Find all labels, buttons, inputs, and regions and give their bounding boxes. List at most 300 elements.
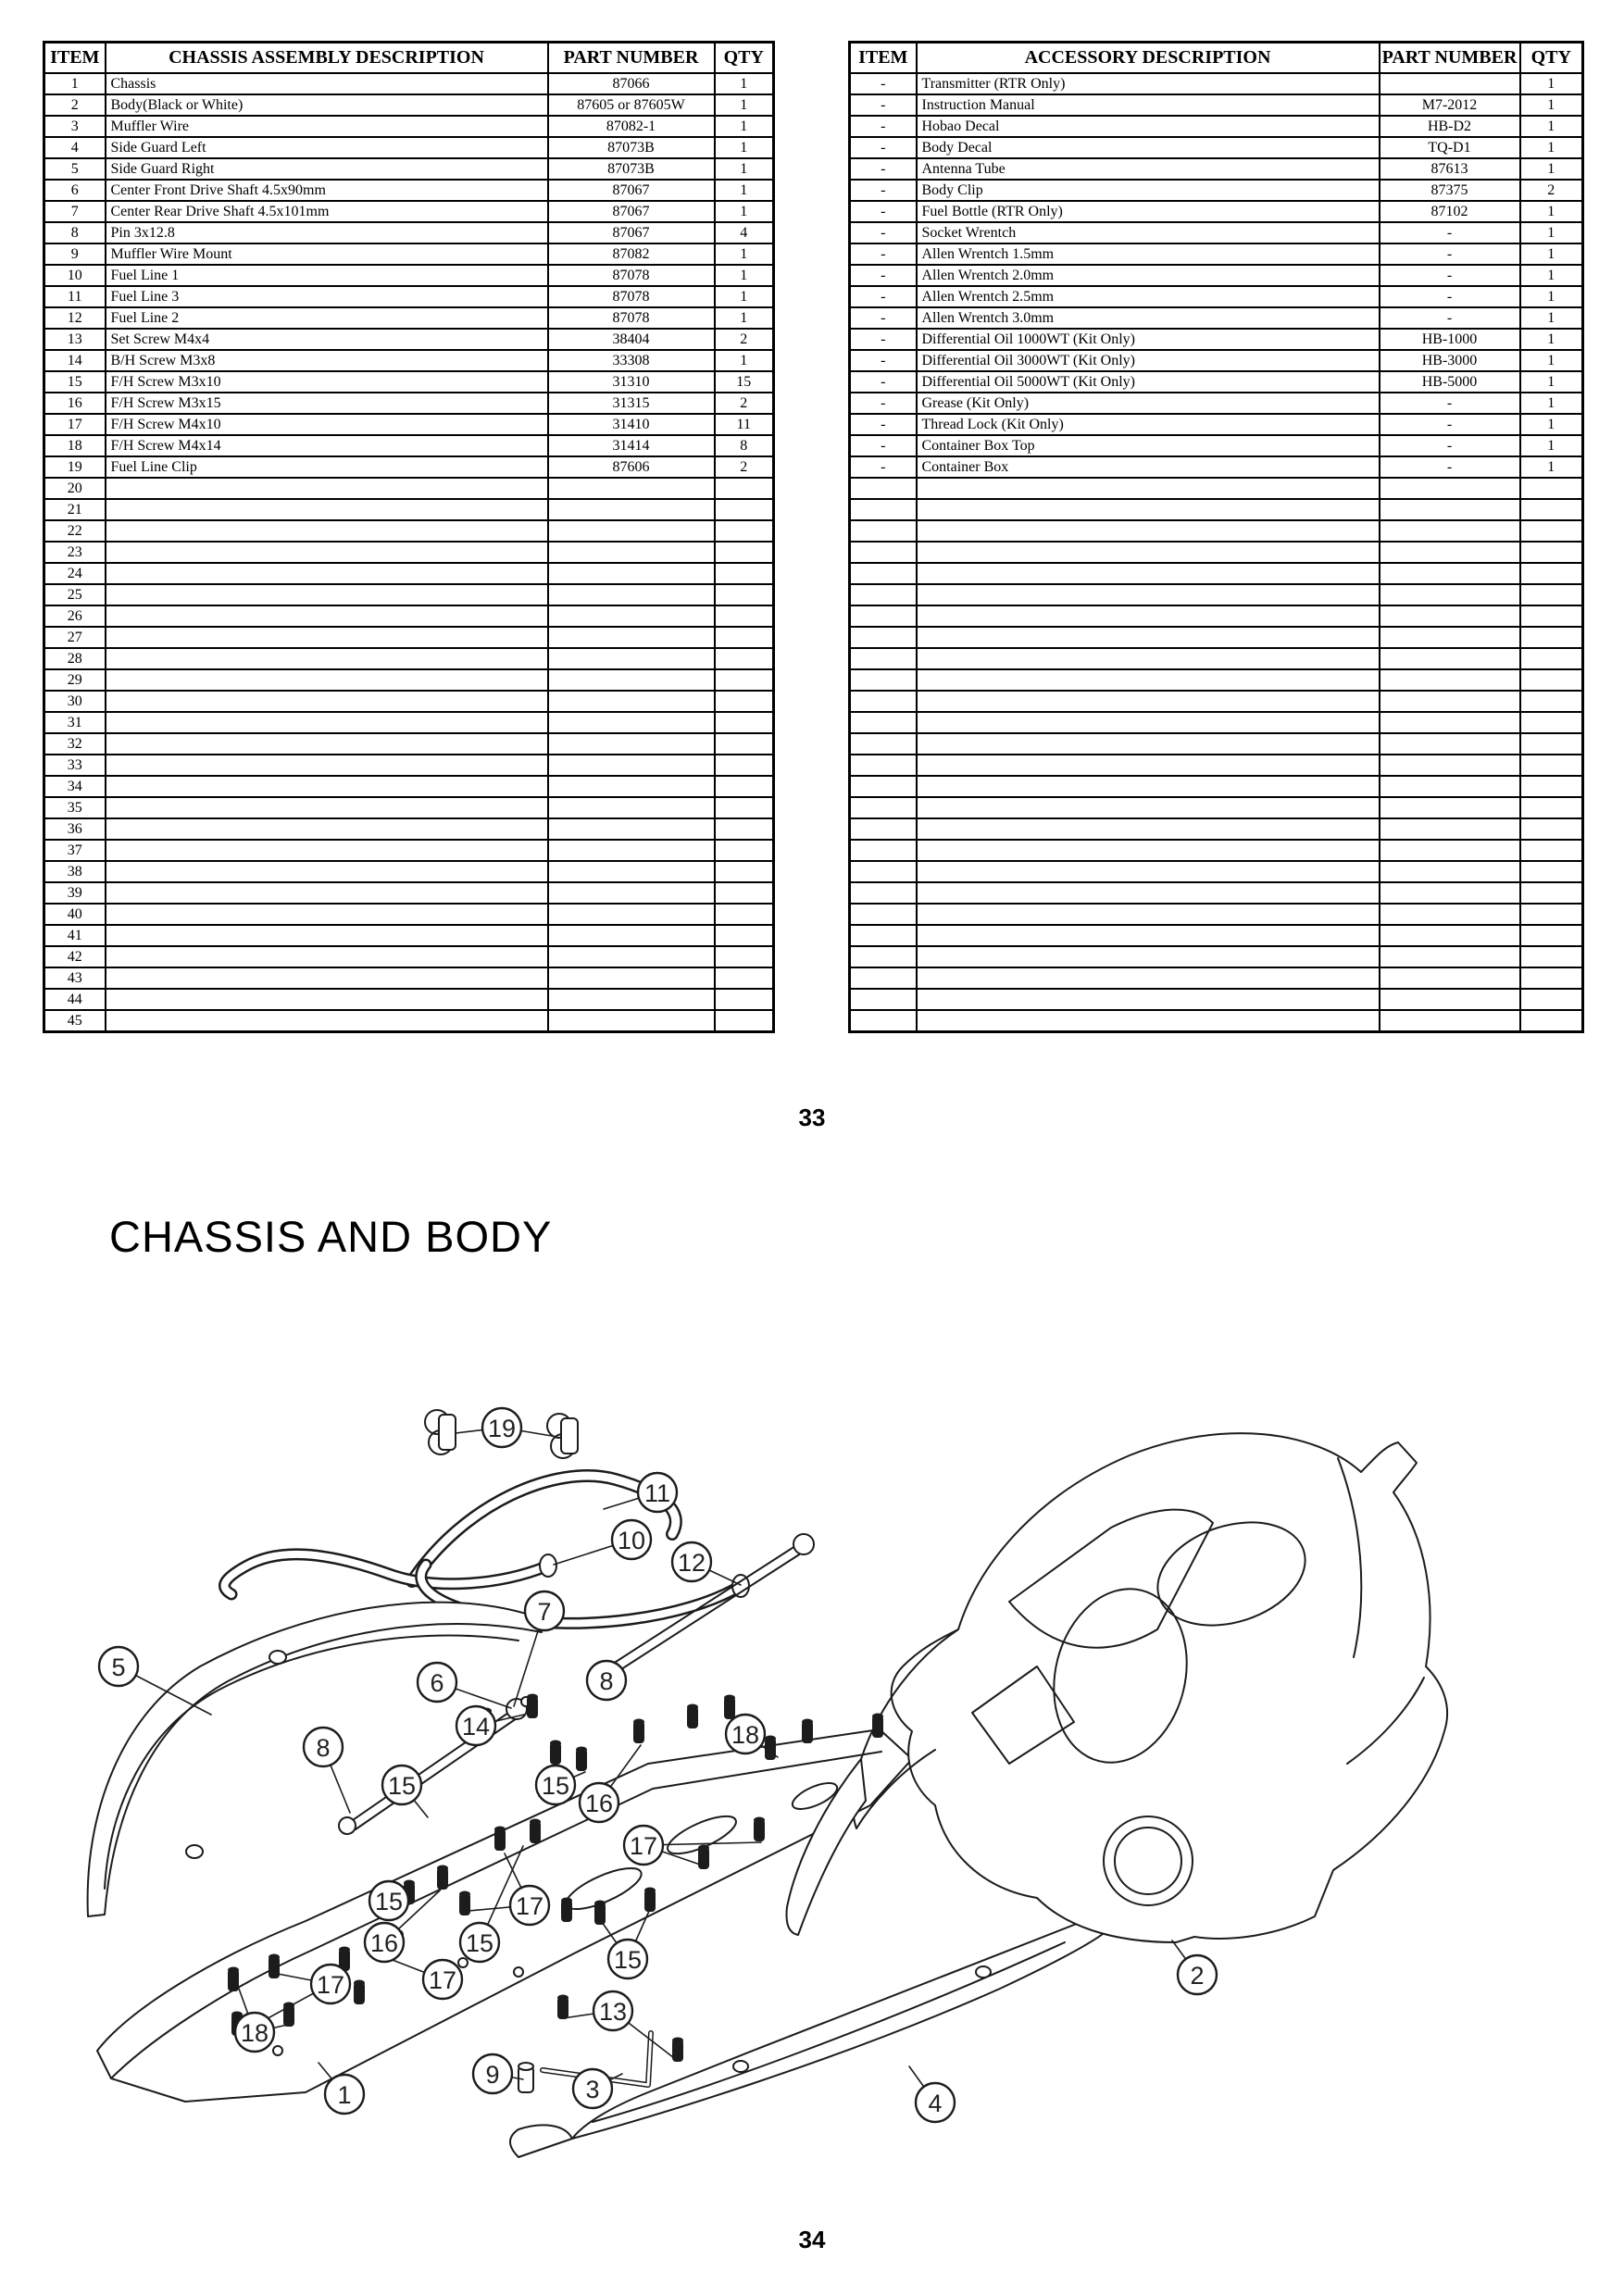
table-cell bbox=[548, 776, 715, 797]
svg-text:7: 7 bbox=[537, 1598, 552, 1626]
table-cell: - bbox=[850, 350, 917, 371]
table-cell: HB-3000 bbox=[1380, 350, 1520, 371]
table-cell: Fuel Line 2 bbox=[106, 307, 548, 329]
svg-text:8: 8 bbox=[599, 1667, 614, 1695]
table-row bbox=[44, 286, 774, 307]
svg-text:6: 6 bbox=[430, 1669, 444, 1697]
callout-15 bbox=[369, 1881, 408, 1920]
table-cell bbox=[1520, 904, 1583, 925]
table-cell bbox=[548, 797, 715, 818]
table-cell: 1 bbox=[1520, 286, 1583, 307]
table-cell bbox=[106, 691, 548, 712]
table-row bbox=[850, 861, 1583, 882]
table-cell: 1 bbox=[715, 94, 774, 116]
table-cell: Allen Wrentch 3.0mm bbox=[917, 307, 1380, 329]
table-row bbox=[850, 137, 1583, 158]
table-cell bbox=[548, 605, 715, 627]
table-cell: 6 bbox=[44, 180, 106, 201]
table-cell bbox=[850, 542, 917, 563]
table-cell bbox=[850, 925, 917, 946]
table-row bbox=[850, 201, 1583, 222]
svg-text:16: 16 bbox=[584, 1790, 614, 1817]
table-cell bbox=[1380, 499, 1520, 520]
table-cell: 27 bbox=[44, 627, 106, 648]
table-cell: 34 bbox=[44, 776, 106, 797]
table-cell bbox=[548, 755, 715, 776]
table-row bbox=[850, 584, 1583, 605]
table-cell bbox=[548, 499, 715, 520]
table-row bbox=[44, 265, 774, 286]
table-cell bbox=[106, 925, 548, 946]
table-cell: 33308 bbox=[548, 350, 715, 371]
table-cell: - bbox=[850, 116, 917, 137]
column-header: PART NUMBER bbox=[548, 43, 715, 74]
table-cell bbox=[715, 584, 774, 605]
table-cell bbox=[850, 712, 917, 733]
table-row bbox=[44, 116, 774, 137]
callout-12 bbox=[672, 1542, 711, 1581]
screw-drawing bbox=[528, 1695, 537, 1718]
table-cell: 7 bbox=[44, 201, 106, 222]
table-cell bbox=[715, 1010, 774, 1032]
table-cell: 87102 bbox=[1380, 201, 1520, 222]
table-cell: 17 bbox=[44, 414, 106, 435]
table-row bbox=[850, 840, 1583, 861]
table-cell bbox=[715, 648, 774, 669]
table-cell: 38 bbox=[44, 861, 106, 882]
table-cell: 1 bbox=[715, 243, 774, 265]
table-row bbox=[850, 286, 1583, 307]
screw-drawing bbox=[873, 1715, 882, 1738]
table-cell: Antenna Tube bbox=[917, 158, 1380, 180]
table-cell: 8 bbox=[715, 435, 774, 456]
table-cell bbox=[1380, 478, 1520, 499]
table-cell bbox=[106, 946, 548, 967]
table-cell bbox=[850, 776, 917, 797]
table-cell: Fuel Line 1 bbox=[106, 265, 548, 286]
table-cell: Allen Wrentch 1.5mm bbox=[917, 243, 1380, 265]
screw-drawing bbox=[438, 1866, 447, 1890]
table-cell: 28 bbox=[44, 648, 106, 669]
table-cell bbox=[1520, 648, 1583, 669]
table-cell bbox=[1520, 840, 1583, 861]
table-cell: Allen Wrentch 2.0mm bbox=[917, 265, 1380, 286]
screw-drawing bbox=[634, 1720, 643, 1743]
table-cell bbox=[1380, 797, 1520, 818]
table-cell: - bbox=[850, 435, 917, 456]
table-cell: - bbox=[850, 243, 917, 265]
table-row bbox=[44, 989, 774, 1010]
table-cell bbox=[106, 584, 548, 605]
table-cell bbox=[850, 755, 917, 776]
table-cell: 42 bbox=[44, 946, 106, 967]
table-cell bbox=[715, 967, 774, 989]
table-cell: 2 bbox=[1520, 180, 1583, 201]
table-cell: 25 bbox=[44, 584, 106, 605]
table-row bbox=[44, 243, 774, 265]
table-cell: 87067 bbox=[548, 201, 715, 222]
table-cell: Center Rear Drive Shaft 4.5x101mm bbox=[106, 201, 548, 222]
table-cell bbox=[715, 669, 774, 691]
screw-drawing bbox=[688, 1705, 697, 1728]
table-row bbox=[44, 371, 774, 393]
table-cell bbox=[917, 925, 1380, 946]
table-cell bbox=[548, 648, 715, 669]
svg-text:15: 15 bbox=[541, 1772, 570, 1800]
table-cell bbox=[1520, 861, 1583, 882]
table-cell: 12 bbox=[44, 307, 106, 329]
svg-text:17: 17 bbox=[428, 1966, 457, 1994]
table-cell bbox=[548, 967, 715, 989]
table-cell bbox=[548, 691, 715, 712]
table-cell: 87605 or 87605W bbox=[548, 94, 715, 116]
table-cell: 2 bbox=[715, 329, 774, 350]
table-row bbox=[44, 818, 774, 840]
svg-text:3: 3 bbox=[585, 2076, 600, 2103]
table-cell bbox=[1520, 691, 1583, 712]
callout-3 bbox=[573, 2069, 612, 2108]
callout-16 bbox=[580, 1783, 618, 1822]
table-cell bbox=[917, 499, 1380, 520]
table-row bbox=[44, 435, 774, 456]
table-cell: HB-1000 bbox=[1380, 329, 1520, 350]
table-row bbox=[44, 946, 774, 967]
svg-text:17: 17 bbox=[515, 1892, 544, 1920]
table-cell: F/H Screw M3x15 bbox=[106, 393, 548, 414]
svg-text:15: 15 bbox=[374, 1888, 404, 1915]
table-cell: 43 bbox=[44, 967, 106, 989]
callout-17 bbox=[423, 1960, 462, 1999]
callout-15 bbox=[382, 1766, 421, 1804]
table-cell bbox=[917, 691, 1380, 712]
table-cell bbox=[1380, 563, 1520, 584]
table-cell: 31410 bbox=[548, 414, 715, 435]
callout-8 bbox=[587, 1661, 626, 1700]
table-cell: Container Box bbox=[917, 456, 1380, 478]
table-row bbox=[850, 776, 1583, 797]
table-cell bbox=[917, 542, 1380, 563]
table-cell bbox=[917, 967, 1380, 989]
table-cell: 31414 bbox=[548, 435, 715, 456]
table-row bbox=[44, 925, 774, 946]
table-cell: 87066 bbox=[548, 73, 715, 94]
table-cell bbox=[548, 882, 715, 904]
table-cell: 33 bbox=[44, 755, 106, 776]
table-cell bbox=[715, 520, 774, 542]
column-header: QTY bbox=[1520, 43, 1583, 74]
table-cell: - bbox=[850, 393, 917, 414]
table-cell bbox=[917, 1010, 1380, 1032]
table-cell: 1 bbox=[715, 286, 774, 307]
table-cell bbox=[106, 542, 548, 563]
table-cell: 44 bbox=[44, 989, 106, 1010]
column-header: ITEM bbox=[850, 43, 917, 74]
table-row bbox=[850, 989, 1583, 1010]
table-cell: - bbox=[850, 94, 917, 116]
table-cell bbox=[850, 669, 917, 691]
table-cell bbox=[715, 691, 774, 712]
svg-text:15: 15 bbox=[387, 1772, 417, 1800]
table-cell: - bbox=[850, 73, 917, 94]
table-cell: 87078 bbox=[548, 286, 715, 307]
table-cell: 87606 bbox=[548, 456, 715, 478]
table-cell bbox=[850, 605, 917, 627]
table-row bbox=[44, 1010, 774, 1032]
table-cell bbox=[106, 712, 548, 733]
table-row bbox=[850, 691, 1583, 712]
table-row bbox=[44, 201, 774, 222]
table-cell bbox=[548, 904, 715, 925]
table-cell bbox=[850, 584, 917, 605]
svg-text:17: 17 bbox=[629, 1832, 658, 1860]
table-cell bbox=[1520, 755, 1583, 776]
callout-8 bbox=[304, 1728, 343, 1766]
table-cell bbox=[715, 542, 774, 563]
table-cell: 1 bbox=[1520, 243, 1583, 265]
table-cell bbox=[548, 733, 715, 755]
table-row bbox=[850, 755, 1583, 776]
column-header: ITEM bbox=[44, 43, 106, 74]
table-cell: Hobao Decal bbox=[917, 116, 1380, 137]
table-row bbox=[850, 797, 1583, 818]
table-cell bbox=[1380, 605, 1520, 627]
table-cell: 1 bbox=[1520, 307, 1583, 329]
table-cell bbox=[917, 563, 1380, 584]
table-cell bbox=[106, 499, 548, 520]
table-row bbox=[44, 499, 774, 520]
table-cell: 1 bbox=[1520, 116, 1583, 137]
table-row bbox=[44, 456, 774, 478]
svg-text:5: 5 bbox=[111, 1653, 126, 1681]
chassis-and-body-diagram bbox=[0, 1296, 1624, 2222]
table-row bbox=[850, 520, 1583, 542]
table-cell bbox=[106, 755, 548, 776]
table-cell: Instruction Manual bbox=[917, 94, 1380, 116]
table-header-row bbox=[44, 43, 774, 74]
table-cell bbox=[715, 946, 774, 967]
table-row bbox=[850, 712, 1583, 733]
table-cell: - bbox=[1380, 265, 1520, 286]
table-cell bbox=[715, 627, 774, 648]
table-cell bbox=[917, 989, 1380, 1010]
table-cell bbox=[548, 669, 715, 691]
table-row bbox=[850, 478, 1583, 499]
column-header: PART NUMBER bbox=[1380, 43, 1520, 74]
table-cell: 19 bbox=[44, 456, 106, 478]
table-cell bbox=[850, 563, 917, 584]
callout-14 bbox=[456, 1706, 495, 1745]
table-cell: 9 bbox=[44, 243, 106, 265]
table-cell bbox=[917, 776, 1380, 797]
table-cell bbox=[1380, 733, 1520, 755]
table-cell: Muffler Wire Mount bbox=[106, 243, 548, 265]
table-row bbox=[44, 158, 774, 180]
table-cell: Differential Oil 5000WT (Kit Only) bbox=[917, 371, 1380, 393]
table-cell: 39 bbox=[44, 882, 106, 904]
table-cell bbox=[106, 882, 548, 904]
table-cell: 4 bbox=[715, 222, 774, 243]
svg-text:2: 2 bbox=[1190, 1962, 1205, 1990]
table-cell bbox=[106, 520, 548, 542]
table-cell bbox=[1380, 818, 1520, 840]
table-cell: 22 bbox=[44, 520, 106, 542]
table-cell: 24 bbox=[44, 563, 106, 584]
table-row bbox=[850, 158, 1583, 180]
table-cell: 1 bbox=[715, 201, 774, 222]
table-cell: 1 bbox=[715, 158, 774, 180]
callout-2 bbox=[1178, 1955, 1217, 1994]
table-cell: 5 bbox=[44, 158, 106, 180]
table-cell bbox=[548, 818, 715, 840]
table-cell: 1 bbox=[1520, 329, 1583, 350]
table-cell bbox=[715, 733, 774, 755]
table-cell bbox=[1520, 542, 1583, 563]
screw-drawing bbox=[551, 1741, 560, 1765]
table-cell bbox=[715, 861, 774, 882]
table-cell bbox=[548, 563, 715, 584]
table-cell: 87082 bbox=[548, 243, 715, 265]
table-cell bbox=[106, 967, 548, 989]
table-cell bbox=[1380, 755, 1520, 776]
table-cell: 38404 bbox=[548, 329, 715, 350]
table-cell: - bbox=[850, 371, 917, 393]
callout-15 bbox=[608, 1940, 647, 1978]
table-cell bbox=[1380, 967, 1520, 989]
callout-18 bbox=[235, 2013, 274, 2052]
table-cell bbox=[850, 840, 917, 861]
svg-text:18: 18 bbox=[731, 1721, 760, 1749]
screw-drawing bbox=[645, 1889, 655, 1912]
table-cell: 32 bbox=[44, 733, 106, 755]
table-cell: 87082-1 bbox=[548, 116, 715, 137]
table-row bbox=[850, 818, 1583, 840]
table-cell bbox=[1520, 712, 1583, 733]
table-cell bbox=[548, 542, 715, 563]
table-row bbox=[850, 329, 1583, 350]
table-cell bbox=[850, 818, 917, 840]
table-cell: 1 bbox=[1520, 201, 1583, 222]
table-cell: 31310 bbox=[548, 371, 715, 393]
table-cell: 3 bbox=[44, 116, 106, 137]
table-cell bbox=[917, 818, 1380, 840]
table-row bbox=[850, 904, 1583, 925]
table-row bbox=[44, 520, 774, 542]
table-cell bbox=[106, 904, 548, 925]
table-cell: 31315 bbox=[548, 393, 715, 414]
table-cell bbox=[1520, 605, 1583, 627]
callout-16 bbox=[365, 1923, 404, 1962]
table-cell: 36 bbox=[44, 818, 106, 840]
table-cell bbox=[106, 605, 548, 627]
body-shell-drawing bbox=[787, 1433, 1448, 1942]
table-cell bbox=[548, 946, 715, 967]
screw-drawing bbox=[755, 1818, 764, 1841]
table-cell bbox=[106, 797, 548, 818]
table-cell: 1 bbox=[715, 307, 774, 329]
screw-drawing bbox=[562, 1899, 571, 1922]
table-cell: - bbox=[1380, 393, 1520, 414]
table-row bbox=[850, 627, 1583, 648]
table-cell: Muffler Wire bbox=[106, 116, 548, 137]
table-row bbox=[44, 222, 774, 243]
chassis-assembly-table bbox=[43, 41, 775, 1033]
table-cell: 40 bbox=[44, 904, 106, 925]
table-cell bbox=[1380, 882, 1520, 904]
table-cell bbox=[548, 925, 715, 946]
table-cell bbox=[850, 691, 917, 712]
table-cell bbox=[917, 861, 1380, 882]
table-cell bbox=[1520, 989, 1583, 1010]
table-cell: - bbox=[1380, 243, 1520, 265]
table-cell bbox=[548, 712, 715, 733]
table-cell bbox=[850, 499, 917, 520]
table-cell bbox=[850, 882, 917, 904]
table-cell bbox=[917, 840, 1380, 861]
screw-drawing bbox=[577, 1748, 586, 1771]
svg-text:4: 4 bbox=[928, 2090, 943, 2117]
table-cell: Transmitter (RTR Only) bbox=[917, 73, 1380, 94]
table-cell bbox=[548, 989, 715, 1010]
table-cell: Set Screw M4x4 bbox=[106, 329, 548, 350]
table-cell bbox=[850, 520, 917, 542]
section-title: CHASSIS AND BODY bbox=[109, 1212, 553, 1261]
table-row bbox=[44, 967, 774, 989]
callout-6 bbox=[418, 1663, 456, 1702]
table-cell bbox=[1380, 542, 1520, 563]
table-cell: 1 bbox=[1520, 393, 1583, 414]
table-row bbox=[850, 605, 1583, 627]
table-cell: - bbox=[1380, 435, 1520, 456]
svg-text:14: 14 bbox=[461, 1713, 491, 1741]
table-row bbox=[44, 840, 774, 861]
table-cell: Differential Oil 1000WT (Kit Only) bbox=[917, 329, 1380, 350]
table-cell: Fuel Line 3 bbox=[106, 286, 548, 307]
table-cell: 14 bbox=[44, 350, 106, 371]
table-cell: Center Front Drive Shaft 4.5x90mm bbox=[106, 180, 548, 201]
table-row bbox=[850, 499, 1583, 520]
table-row bbox=[850, 733, 1583, 755]
table-cell: 11 bbox=[715, 414, 774, 435]
screw-drawing bbox=[595, 1902, 605, 1925]
table-cell: 1 bbox=[1520, 350, 1583, 371]
table-row bbox=[850, 882, 1583, 904]
svg-text:8: 8 bbox=[316, 1734, 331, 1762]
table-cell: 45 bbox=[44, 1010, 106, 1032]
svg-text:1: 1 bbox=[337, 2081, 352, 2109]
table-cell: 87375 bbox=[1380, 180, 1520, 201]
table-row bbox=[850, 1010, 1583, 1032]
svg-text:12: 12 bbox=[677, 1549, 706, 1577]
table-cell: 1 bbox=[1520, 222, 1583, 243]
column-header: CHASSIS ASSEMBLY DESCRIPTION bbox=[106, 43, 548, 74]
table-row bbox=[44, 691, 774, 712]
table-cell: 18 bbox=[44, 435, 106, 456]
table-row bbox=[850, 393, 1583, 414]
table-cell bbox=[548, 584, 715, 605]
table-cell bbox=[917, 627, 1380, 648]
table-cell: F/H Screw M4x14 bbox=[106, 435, 548, 456]
table-cell bbox=[1520, 776, 1583, 797]
callout-5 bbox=[99, 1647, 138, 1686]
table-cell: Container Box Top bbox=[917, 435, 1380, 456]
table-cell: - bbox=[1380, 307, 1520, 329]
table-cell bbox=[715, 882, 774, 904]
screw-drawing bbox=[355, 1981, 364, 2004]
screw-drawing bbox=[725, 1696, 734, 1719]
table-cell bbox=[1380, 904, 1520, 925]
screw-drawing bbox=[531, 1820, 540, 1843]
callout-11 bbox=[638, 1473, 677, 1512]
